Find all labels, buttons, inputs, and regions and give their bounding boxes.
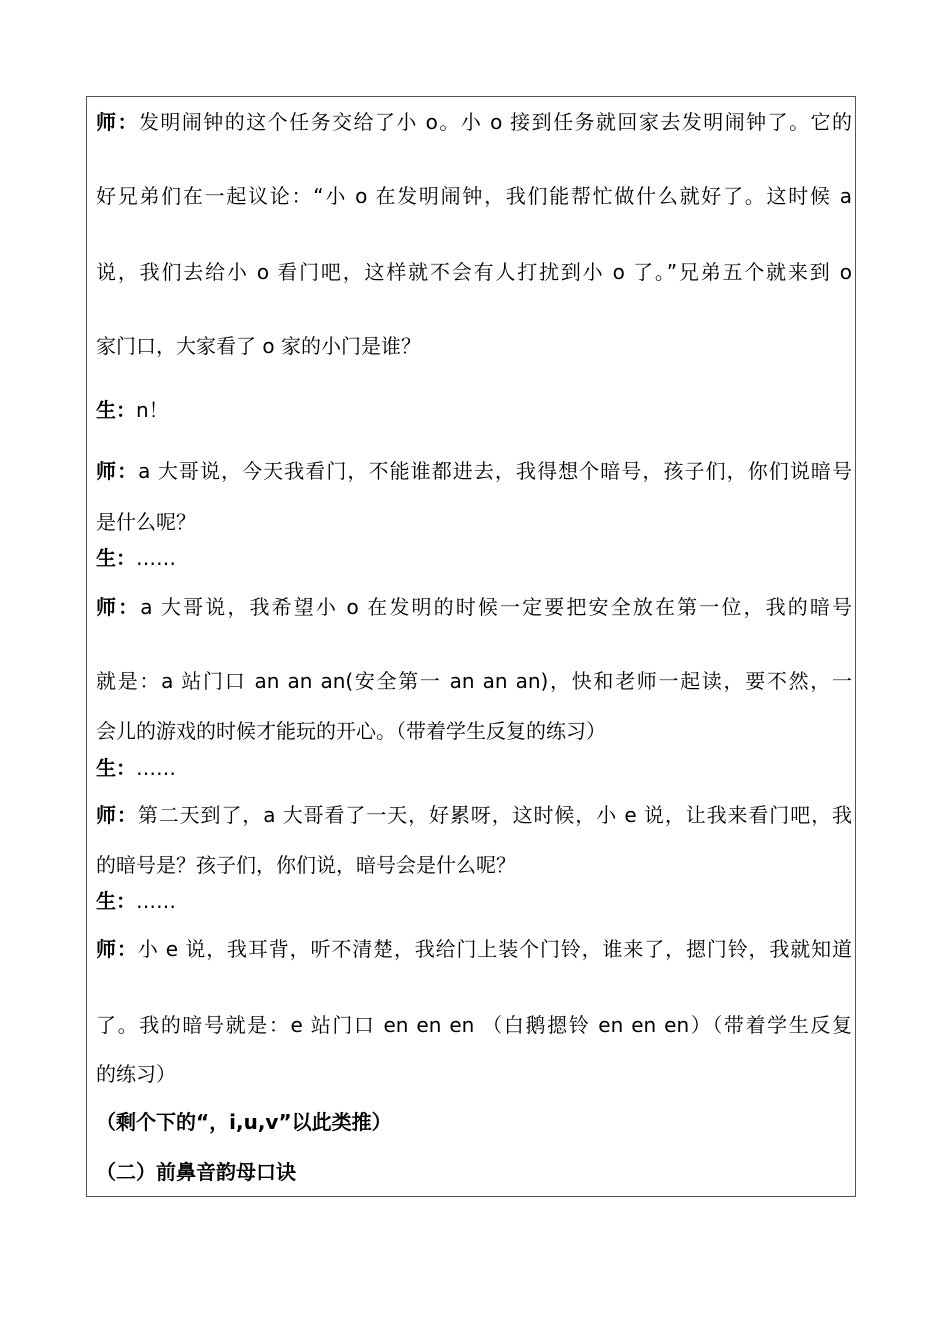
student-line: 生：…… <box>96 889 176 913</box>
teacher-line: 好兄弟们在一起议论：“小 o 在发明闹钟，我们能帮忙做什么就好了。这时候 a <box>96 184 852 208</box>
teacher-line: 的练习） <box>96 1062 176 1086</box>
student-line: 生：…… <box>96 756 176 780</box>
speaker-label: 生： <box>96 756 136 780</box>
speaker-label: 生： <box>96 546 136 570</box>
teacher-line: 了。我的暗号就是：e 站门口 en en en （白鹅摁铃 en en en）（带着学生反复 <box>96 1013 852 1037</box>
student-line: 生：…… <box>96 546 176 570</box>
speaker-label: 师： <box>96 937 138 961</box>
teacher-line: 说，我们去给小 o 看门吧，这样就不会有人打扰到小 o 了。”兄弟五个就来到 o <box>96 260 852 284</box>
teacher-line: 会儿的游戏的时候才能玩的开心。（带着学生反复的练习） <box>96 719 606 743</box>
teacher-line: 师：a 大哥说，我希望小 o 在发明的时候一定要把安全放在第一位，我的暗号 <box>96 595 852 619</box>
teacher-line: 是什么呢？ <box>96 510 196 534</box>
speaker-label: 师： <box>96 459 139 483</box>
speaker-label: 师： <box>96 110 139 134</box>
teacher-line: 师：小 e 说，我耳背，听不清楚，我给门上装个门铃，谁来了，摁门铃，我就知道 <box>96 937 853 961</box>
teacher-line: 师：a 大哥说，今天我看门，不能谁都进去，我得想个暗号，孩子们，你们说暗号 <box>96 459 852 483</box>
teacher-line: 师：发明闹钟的这个任务交给了小 o。小 o 接到任务就回家去发明闹钟了。它的 <box>96 110 853 134</box>
section-heading: （二）前鼻音韵母口诀 <box>96 1160 296 1184</box>
student-line: 生：n！ <box>96 398 169 422</box>
teacher-line: 师：第二天到了，a 大哥看了一天，好累呀，这时候，小 e 说，让我来看门吧，我 <box>96 803 853 827</box>
teacher-line: 就是：a 站门口 an an an(安全第一 an an an)，快和老师一起读，要不然，一 <box>96 669 852 693</box>
speaker-label: 生： <box>96 889 136 913</box>
speaker-label: 师： <box>96 803 138 827</box>
speaker-label: 生： <box>96 398 136 422</box>
teacher-line: 家门口，大家看了 o 家的小门是谁？ <box>96 334 421 358</box>
teacher-line: 的暗号是？孩子们，你们说，暗号会是什么呢？ <box>96 853 516 877</box>
speaker-label: 师： <box>96 595 141 619</box>
note-line: （剩个下的“，i,u,v”以此类推） <box>96 1110 392 1134</box>
